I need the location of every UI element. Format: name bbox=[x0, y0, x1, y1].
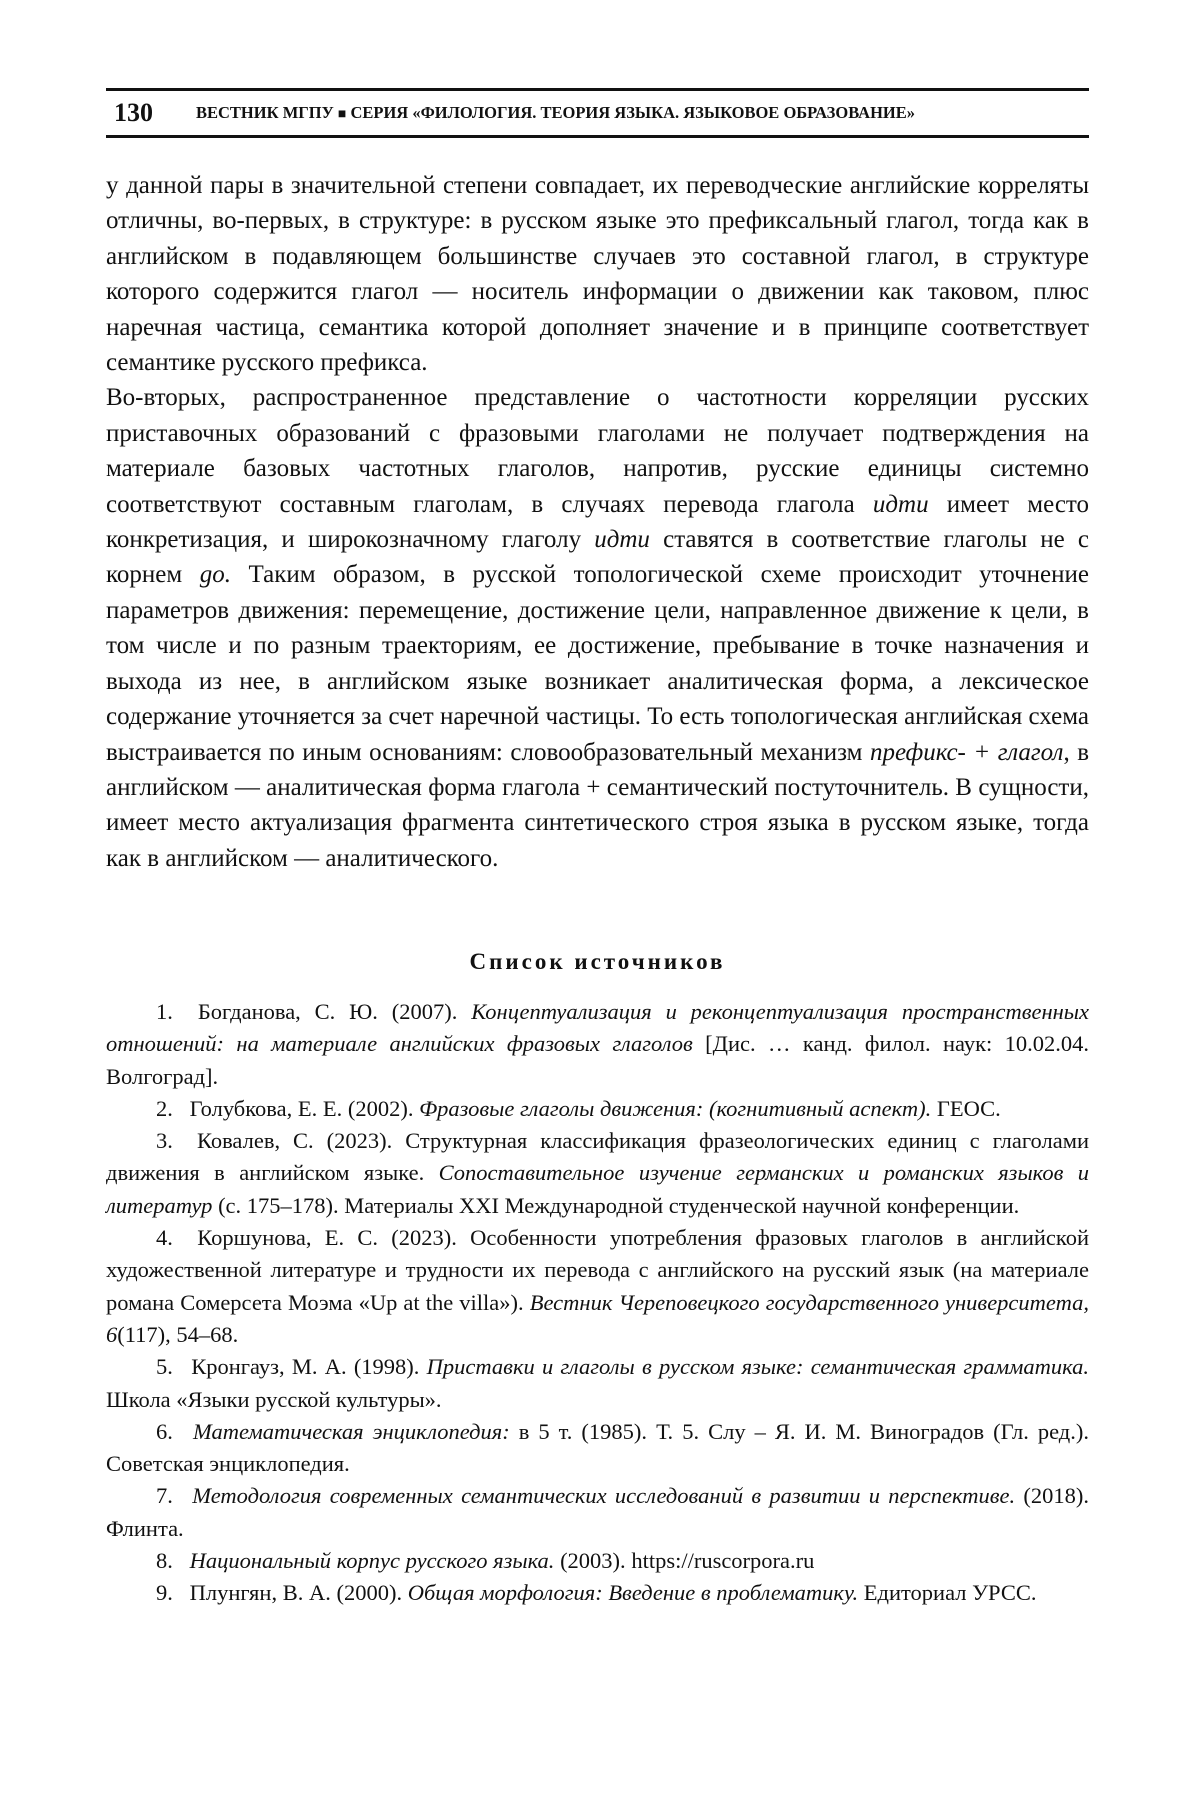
ref-number: 8. bbox=[156, 1548, 173, 1574]
ref-details: (2003). bbox=[560, 1548, 626, 1574]
p2-text-c: ставятся в соответствие глаголы не с корнем bbox=[106, 526, 1090, 589]
ref-author: Плунгян, В. А. (2000). bbox=[189, 1580, 403, 1606]
running-header bbox=[106, 88, 1089, 138]
ref-details: в 5 т. (1985). Т. 5. Слу – Я. И. М. Виноградов (Гл. ред.). Советская энциклопедия. bbox=[106, 1418, 1089, 1477]
p2-text-d: Таким образом, в русской топологической схеме происходит уточнение параметров движения: перемещение, достижение цели, направленное движение к цели, в том числе и по разным траекториям, ее достижение, пребывание в точке назначения и выхода из нее, в английском языке возникает аналитическая форма, а лексическое содержание уточняется за счет наречной частицы. То есть топологическая английская схема выстраивается по иным основаниям: словообразовательный механизм bbox=[106, 561, 1089, 766]
ref-title: Сопоставительное изучение германских и романских языков и литератур bbox=[106, 1160, 1090, 1218]
page-number: 130 bbox=[114, 98, 153, 127]
separator-square-icon: ■ bbox=[337, 107, 347, 122]
ref-title: Вестник Череповецкого государственного университета, 6 bbox=[106, 1289, 1090, 1347]
ref-author: Коршунова, Е. С. (2023). Особенности употребления фразовых глаголов в английской художественной литературе и трудности их перевода с английского на русский язык (на материале романа Сомерсета Моэма «Up at the villa»). bbox=[106, 1225, 1089, 1315]
ref-number: 6. bbox=[156, 1418, 173, 1444]
p2-term-go: go. bbox=[199, 561, 231, 589]
reference-item bbox=[106, 1093, 1089, 1125]
ref-number: 2. bbox=[156, 1095, 173, 1121]
ref-details: [Дис. … канд. филол. наук: 10.02.04. Волгоград]. bbox=[106, 1031, 1089, 1089]
ref-title: Национальный корпус русского языка. bbox=[189, 1548, 555, 1574]
paragraph-1: у данной пары в значительной степени совпадает, их переводческие английские корреляты отличны, во-первых, в структуре: в русском языке это префиксальный глагол, тогда как в английском в подавляющем большинстве случаев это составной глагол, в структуре которого содержится глагол — носитель информации о движении как таковом, плюс наречная частица, семантика которой дополняет значение и в принципе соответствует семантике русского префикса. bbox=[106, 172, 1089, 377]
reference-item bbox=[106, 1545, 1089, 1577]
ref-title: Приставки и глаголы в русском языке: семантическая грамматика. bbox=[426, 1354, 1090, 1380]
journal-title-series: СЕРИЯ «ФИЛОЛОГИЯ. ТЕОРИЯ ЯЗЫКА. ЯЗЫКОВОЕ ОБРАЗОВАНИЕ» bbox=[350, 103, 916, 122]
ref-number: 7. bbox=[156, 1483, 173, 1509]
paragraph-2 bbox=[106, 380, 1089, 876]
ref-title: Математическая энциклопедия: bbox=[193, 1418, 510, 1444]
reference-item bbox=[106, 996, 1089, 1093]
p2-term-idti-2: идти bbox=[594, 526, 650, 554]
reference-item bbox=[106, 1222, 1089, 1351]
journal-title bbox=[196, 103, 915, 123]
ref-number: 3. bbox=[156, 1128, 173, 1154]
ref-details: (117), 54–68. bbox=[117, 1321, 239, 1347]
ref-author: Голубкова, Е. Е. (2002). bbox=[189, 1095, 414, 1121]
ruscorpora-link[interactable]: https://ruscorpora.ru bbox=[631, 1548, 815, 1574]
ref-details: ГЕОС. bbox=[936, 1095, 1001, 1121]
ref-number: 4. bbox=[156, 1225, 173, 1251]
ref-details: (с. 175–178). Материалы XXI Международной студенческой научной конференции. bbox=[218, 1192, 1020, 1218]
ref-author: Кронгауз, М. А. (1998). bbox=[191, 1354, 420, 1380]
reference-item bbox=[106, 1125, 1089, 1222]
p2-term-idti-1: идти bbox=[872, 490, 929, 518]
reference-item bbox=[106, 1416, 1089, 1481]
p2-text-e: , в английском — аналитическая форма глагола + семантический постуточнитель. В сущности, имеет место актуализация фрагмента синтетического строя языка в русском языке, тогда как в английском — аналитического. bbox=[106, 738, 1090, 872]
reference-item bbox=[106, 1351, 1089, 1416]
ref-details: (2018). Флинта. bbox=[106, 1483, 1089, 1541]
ref-title: Фразовые глаголы движения: (когнитивный аспект). bbox=[419, 1095, 932, 1121]
ref-number: 9. bbox=[156, 1580, 173, 1606]
journal-title-main: ВЕСТНИК МГПУ bbox=[196, 103, 334, 122]
ref-title: Методология современных семантических исследований в развитии и перспективе. bbox=[192, 1483, 1016, 1509]
references-list bbox=[106, 996, 1089, 1610]
ref-author: Ковалев, С. (2023). Структурная классификация фразеологических единиц с глаголами движения в английском языке. bbox=[106, 1128, 1090, 1186]
ref-details: Школа «Языки русской культуры». bbox=[106, 1386, 442, 1412]
p2-text-b: имеет место конкретизация, и широкозначному глаголу bbox=[106, 490, 1090, 554]
ref-title: Общая морфология: Введение в проблематику. bbox=[407, 1580, 859, 1606]
p2-term-prefix-verb: префикс- + глагол bbox=[870, 738, 1064, 766]
reference-item bbox=[106, 1480, 1089, 1545]
references-heading: Список источников bbox=[469, 949, 726, 974]
ref-number: 5. bbox=[156, 1354, 173, 1380]
ref-author: Богданова, С. Ю. (2007). bbox=[197, 999, 458, 1024]
ref-number: 1. bbox=[156, 999, 173, 1024]
p2-text-a: Во-вторых, распространенное представление о частотности корреляции русских приставочных образований с фразовыми глаголами не получает подтверждения на материале базовых частотных глаголов, напротив, русские единицы системно соответствуют составным глаголам, в случаях перевода глагола bbox=[106, 384, 1089, 518]
ref-title: Концептуализация и реконцептуализация пространственных отношений: на материале английских фразовых глаголов bbox=[106, 999, 1090, 1057]
reference-item bbox=[106, 1577, 1089, 1609]
main-text bbox=[106, 168, 1089, 876]
ref-details: Едиториал УРСС. bbox=[863, 1580, 1037, 1606]
